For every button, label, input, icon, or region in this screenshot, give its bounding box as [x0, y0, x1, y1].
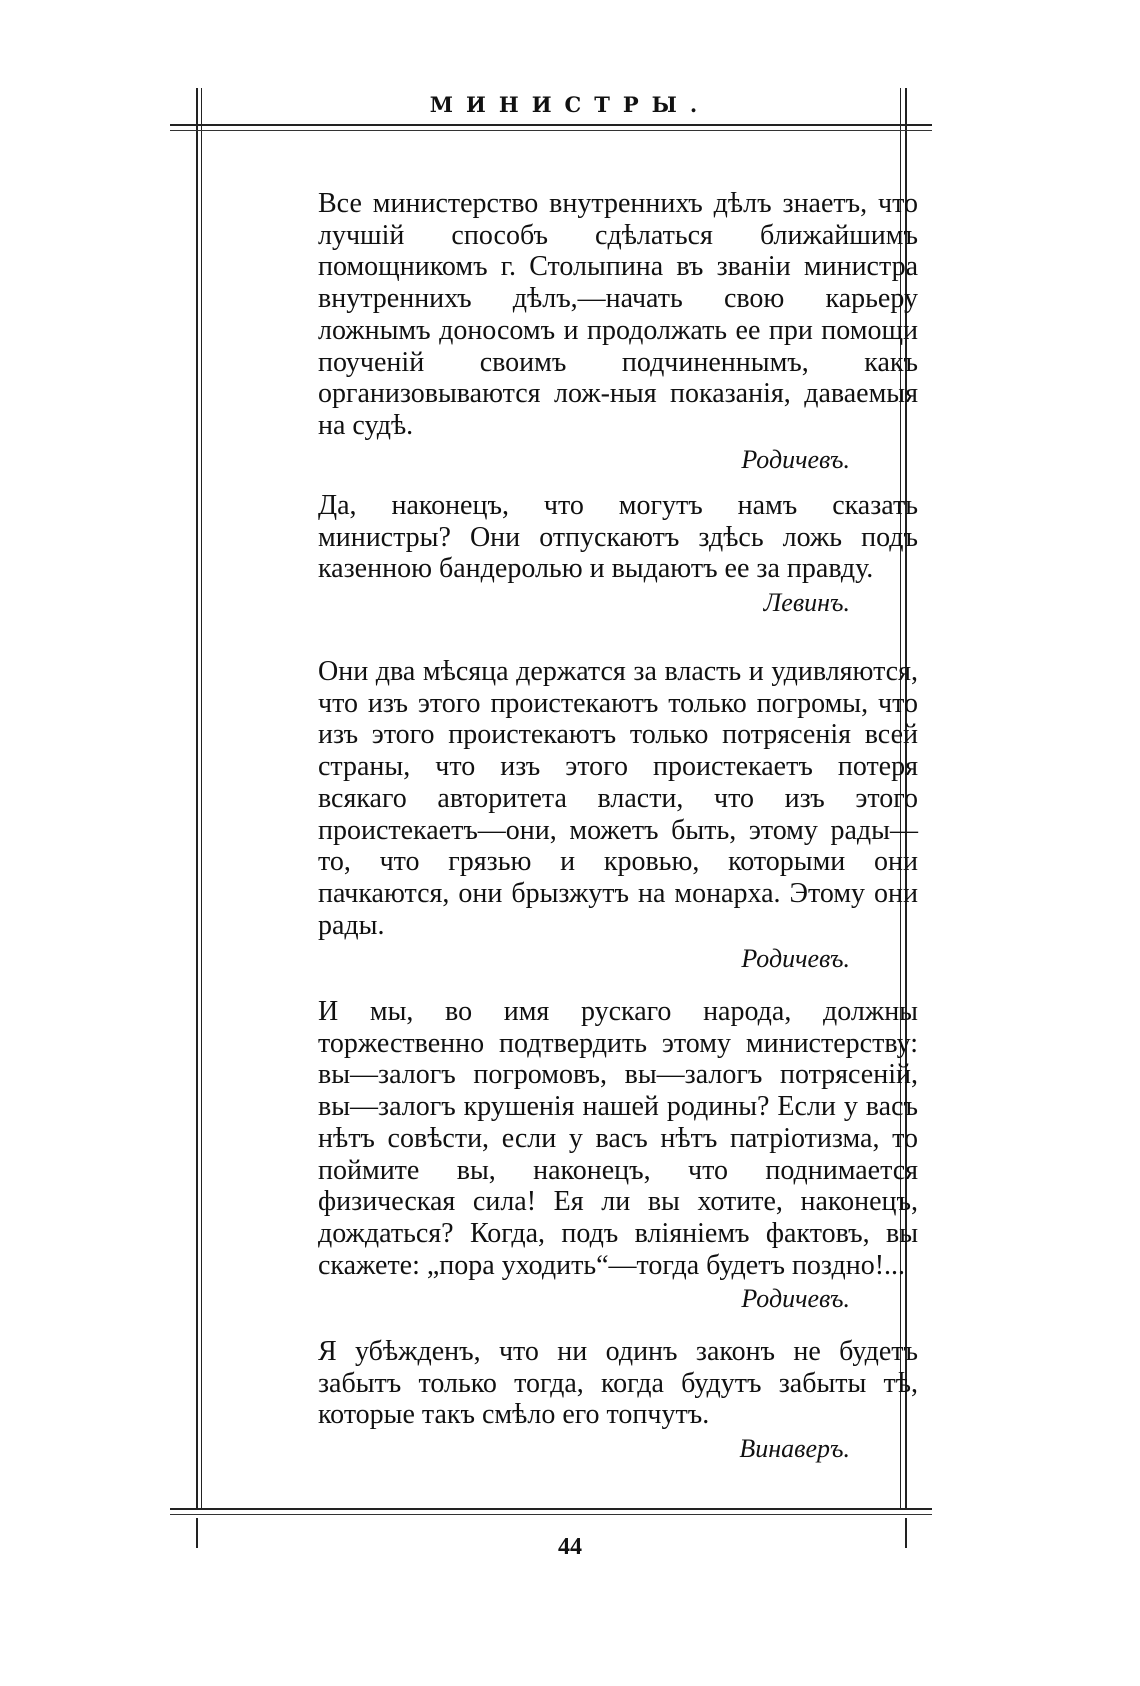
footer-rule-bottom [170, 1514, 932, 1515]
quote-author: Родичевъ. [741, 444, 850, 474]
quote-text: Они два мѣсяца держатся за власть и удивляются, что изъ этого проистекаютъ только погромы, что изъ этого проистекаютъ только потрясенія всей страны, что изъ этого проистекаетъ потеря всякаго авторитета власти, что изъ этого проистекаетъ—они, можетъ быть, этому рады—то, что грязью и кровью, которыми они пачкаются, они брызжутъ на монарха. Этому они рады. [318, 656, 918, 941]
quote-text: И мы, во имя рускаго народа, должны торжественно подтвердить этому министерству: вы—залогъ погромовъ, вы—залогъ потрясеній, вы—залогъ крушенія нашей родины? Если у васъ нѣтъ совѣсти, если у васъ нѣтъ патріотизма, то поймите вы, наконецъ, что поднимается физическая сила! Ея ли вы хотите, наконецъ, дождаться? Когда, подъ вліяніемъ фактовъ, вы скажете: „пора уходить“—тогда будетъ поздно!... [318, 996, 918, 1281]
quote-author: Винаверъ. [739, 1434, 850, 1464]
header-rule-top [170, 124, 932, 126]
quote-block [318, 1336, 918, 1465]
header-rule-bottom [170, 130, 932, 131]
quote-text: Да, наконецъ, что могутъ намъ сказать министры? Они отпускаютъ здѣсь ложь подъ казенною бандеролью и выдаютъ ее за правду. [318, 490, 918, 585]
quote-block [318, 656, 918, 975]
page-number: 44 [558, 1534, 582, 1560]
quote-block [318, 188, 918, 476]
quote-text: Я убѣжденъ, что ни одинъ законъ не будетъ забытъ только тогда, когда будутъ забыты тѣ, которые такъ смѣло его топчутъ. [318, 1336, 918, 1431]
quote-author: Родичевъ. [741, 1284, 850, 1314]
quote-block [318, 490, 918, 619]
running-header: МИНИСТРЫ. [429, 92, 711, 117]
frame-left-outer-rule [196, 88, 198, 1508]
footer-rule-top [170, 1508, 932, 1510]
quote-text: Все министерство внутреннихъ дѣлъ знаетъ, что лучшій способъ сдѣлаться ближайшимъ помощникомъ г. Столыпина въ званіи министра внутреннихъ дѣлъ,—начать свою карьеру ложнымъ доносомъ и продолжать ее при помощи поученій своимъ подчиненнымъ, какъ организовываются лож-ныя показанія, даваемыя на судѣ. [318, 188, 918, 441]
frame-left-inner-rule [201, 88, 202, 1508]
quote-author: Родичевъ. [741, 944, 850, 974]
quote-author: Левинъ. [763, 588, 850, 618]
quote-block [318, 996, 918, 1315]
